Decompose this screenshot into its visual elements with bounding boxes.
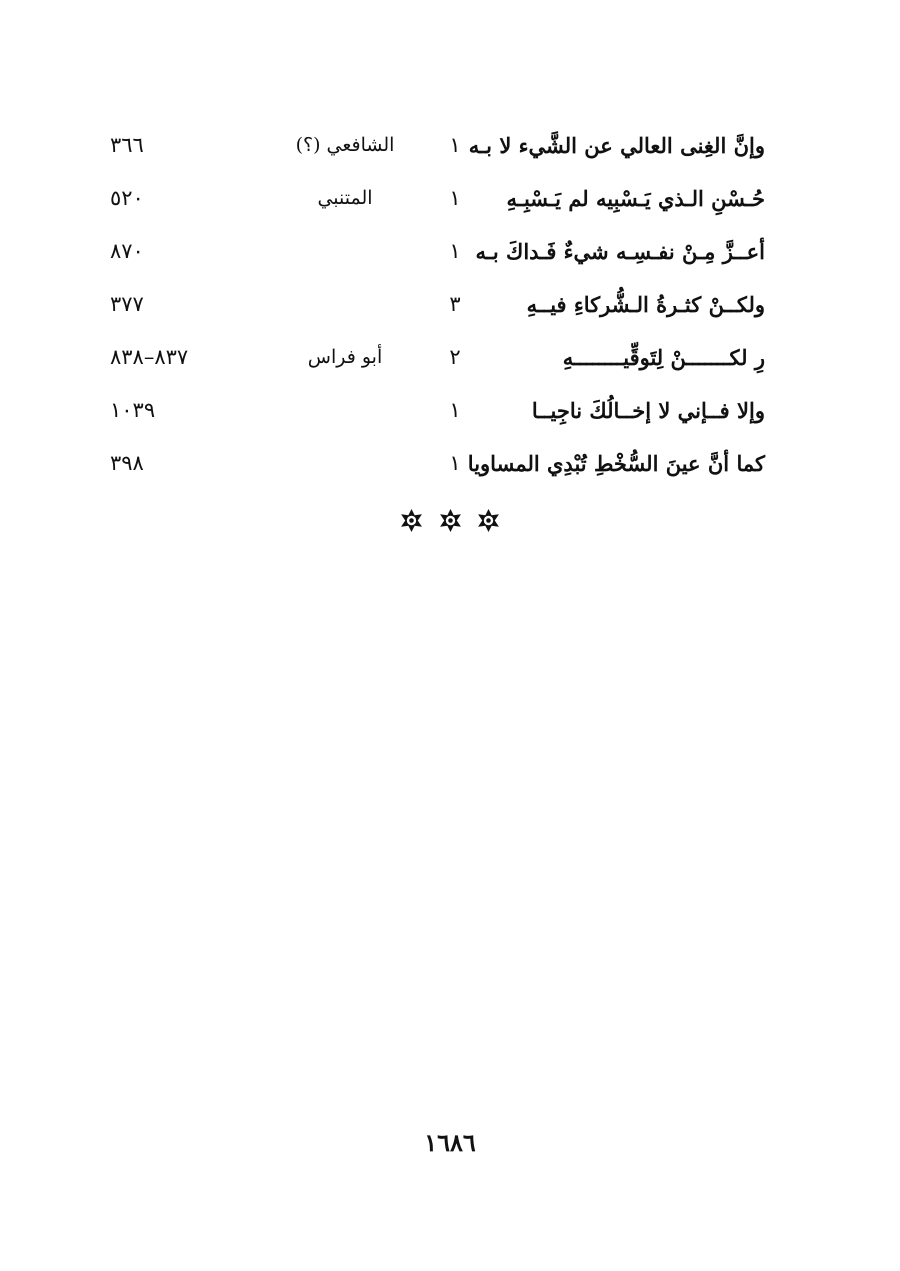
verse-count: ١ (449, 239, 461, 263)
poet-name: الشافعي (؟) (295, 134, 395, 156)
index-row (110, 437, 765, 490)
index-row (110, 225, 765, 278)
verse-text: حُـسْنِ الـذي يَـسْبِيه لم يَـسْبِـهِ (506, 186, 765, 211)
verse-text: وإلا فــإني لا إخــالُكَ ناجِيــا (531, 398, 765, 423)
index-row (110, 384, 765, 437)
index-row (110, 331, 765, 384)
page-number: ١٦٨٦ (424, 1128, 476, 1157)
verse-text: ولكــنْ كثـرةُ الـشُّركاءِ فيــهِ (526, 292, 765, 317)
verse-text: وإنَّ الغِنى العالي عن الشَّيء لا بـه (468, 133, 765, 158)
page-reference: ٣٩٨ (110, 451, 144, 475)
verse-text: أعــزَّ مِـنْ نفـسِـه شيءٌ فَـداكَ بـه (475, 239, 765, 264)
star-ornament-icon (438, 508, 463, 533)
page-reference: ١٠٣٩ (110, 398, 156, 422)
poet-name (280, 384, 410, 437)
index-row (110, 278, 765, 331)
page-reference: ٣٦٦ (110, 133, 144, 157)
star-ornament-icon (399, 508, 424, 533)
poet-name: المتنبي (317, 187, 373, 209)
index-row (110, 119, 765, 172)
verse-count: ١ (449, 451, 461, 475)
verse-index-table (110, 119, 765, 490)
verse-count: ١ (449, 186, 461, 210)
verse-count: ٢ (449, 345, 461, 369)
verse-count: ١ (449, 133, 461, 157)
star-ornament-icon (476, 508, 501, 533)
verse-count: ١ (449, 398, 461, 422)
verse-text: رِ لكـــــــنْ لِتَوقِّيــــــــهِ (562, 345, 765, 370)
page-reference: ٥٢٠ (110, 186, 144, 210)
verse-text: كما أنَّ عينَ السُّخْطِ تُبْدِي المساويا (467, 451, 765, 476)
index-row (110, 172, 765, 225)
section-end-ornaments (0, 508, 900, 537)
page-reference: ٣٧٧ (110, 292, 144, 316)
verse-count: ٣ (449, 292, 461, 316)
poet-name: أبو فراس (307, 346, 383, 368)
poet-name (280, 225, 410, 278)
poet-name (280, 437, 410, 490)
page-reference: ٨٧٠ (110, 239, 144, 263)
poet-name (280, 278, 410, 331)
page-reference: ٨٣٧–٨٣٨ (110, 345, 189, 369)
